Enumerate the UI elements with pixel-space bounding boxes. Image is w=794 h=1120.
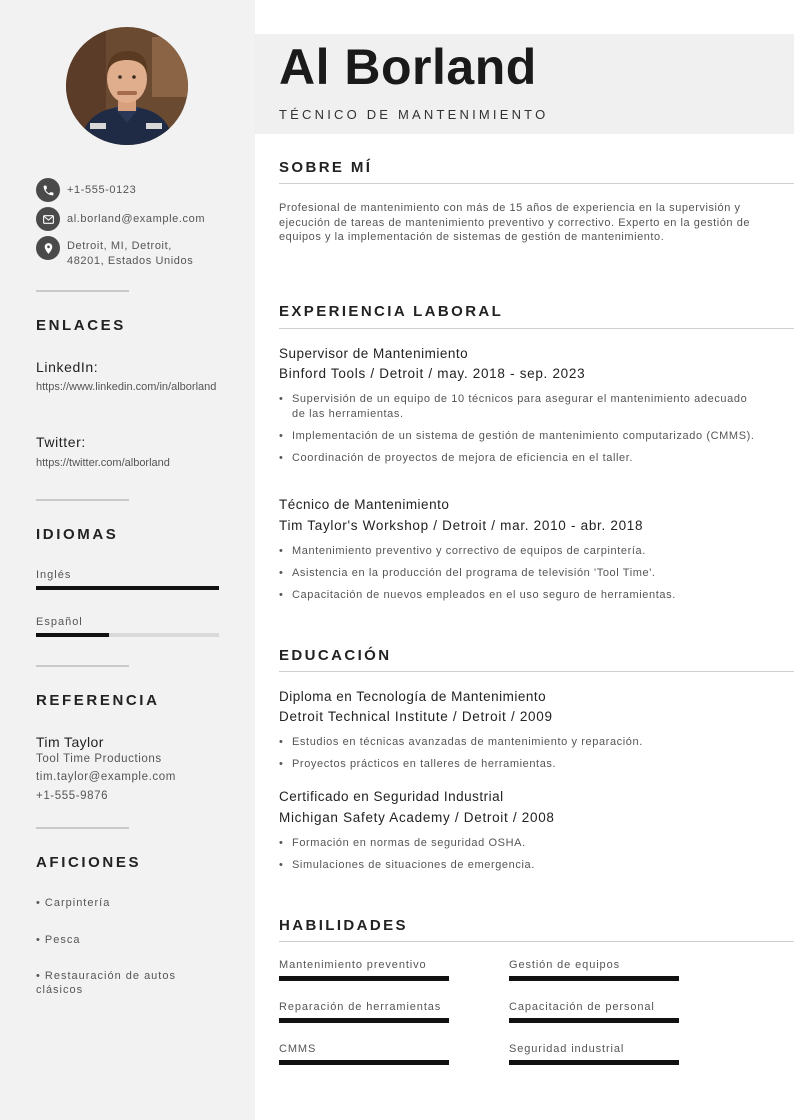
education-heading: EDUCACIÓN	[279, 647, 392, 664]
contact-phone	[36, 178, 236, 202]
contact-email	[36, 207, 236, 231]
education-subtitle: Michigan Safety Academy / Detroit / 2008	[279, 810, 555, 825]
sidebar	[0, 0, 255, 1120]
divider	[36, 499, 129, 501]
skill-level-fill	[509, 976, 679, 981]
address-text	[67, 236, 193, 268]
reference-phone: +1-555-9876	[36, 790, 109, 802]
language-level-fill	[36, 633, 109, 637]
bullet-item: • Capacitación de nuevos empleados en el uso seguro de herramientas.	[279, 588, 759, 603]
education-subtitle: Detroit Technical Institute / Detroit / 2009	[279, 709, 553, 724]
hobbies-heading: AFICIONES	[36, 854, 142, 871]
skill-name: Seguridad industrial	[509, 1043, 625, 1055]
skill-level-bar	[509, 976, 679, 981]
education-bullets	[279, 836, 759, 880]
skill-level-fill	[509, 1060, 679, 1065]
linkedin-label: LinkedIn:	[36, 359, 99, 375]
links-heading: ENLACES	[36, 317, 126, 334]
bullet-item: • Coordinación de proyectos de mejora de eficiencia en el taller.	[279, 451, 759, 466]
education-title: Certificado en Seguridad Industrial	[279, 789, 504, 804]
about-heading: SOBRE MÍ	[279, 159, 373, 176]
reference-heading: REFERENCIA	[36, 692, 160, 709]
skill-name: Gestión de equipos	[509, 959, 620, 971]
twitter-label: Twitter:	[36, 434, 86, 450]
bullet-item: • Proyectos prácticos en talleres de herramientas.	[279, 757, 759, 772]
job-subtitle: Tim Taylor's Workshop / Detroit / mar. 2010 - abr. 2018	[279, 518, 644, 533]
skill-name: CMMS	[279, 1043, 317, 1055]
job-title: TÉCNICO DE MANTENIMIENTO	[279, 107, 549, 122]
education-title: Diploma en Tecnología de Mantenimiento	[279, 689, 547, 704]
skill-name: Mantenimiento preventivo	[279, 959, 427, 971]
hobby-item: • Pesca	[36, 934, 81, 946]
languages-heading: IDIOMAS	[36, 526, 119, 543]
skill-level-bar	[279, 1060, 449, 1065]
skill-level-bar	[279, 1018, 449, 1023]
skills-heading: HABILIDADES	[279, 917, 408, 934]
twitter-link[interactable]: https://twitter.com/alborland	[36, 457, 170, 469]
language-level-bar	[36, 633, 219, 637]
experience-heading: EXPERIENCIA LABORAL	[279, 303, 504, 320]
bullet-item: • Formación en normas de seguridad OSHA.	[279, 836, 759, 851]
divider	[36, 290, 129, 292]
section-rule	[279, 671, 794, 672]
bullet-item: • Mantenimiento preventivo y correctivo de equipos de carpintería.	[279, 544, 759, 559]
section-rule	[279, 328, 794, 329]
job-bullets	[279, 392, 759, 473]
job-title-entry: Técnico de Mantenimiento	[279, 497, 450, 512]
person-name: Al Borland	[279, 39, 537, 95]
contact-address	[36, 236, 236, 268]
linkedin-link[interactable]: https://www.linkedin.com/in/alborland	[36, 381, 217, 393]
job-title-entry: Supervisor de Mantenimiento	[279, 346, 469, 361]
bullet-item: • Asistencia en la producción del programa de televisión 'Tool Time'.	[279, 566, 759, 581]
bullet-item: • Supervisión de un equipo de 10 técnicos para asegurar el mantenimiento adecuado de las herramientas.	[279, 392, 759, 421]
language-name: Inglés	[36, 569, 72, 581]
education-bullets	[279, 735, 759, 779]
reference-company: Tool Time Productions	[36, 753, 162, 765]
email-icon	[36, 207, 60, 231]
job-bullets	[279, 544, 759, 610]
email-text: al.borland@example.com	[67, 213, 206, 225]
skill-level-fill	[279, 1060, 449, 1065]
reference-email: tim.taylor@example.com	[36, 771, 176, 783]
hobby-item: • Carpintería	[36, 897, 111, 909]
job-subtitle: Binford Tools / Detroit / may. 2018 - sep. 2023	[279, 366, 586, 381]
hobby-item: • Restauración de autos clásicos	[36, 970, 176, 996]
skill-level-bar	[509, 1060, 679, 1065]
skill-level-bar	[279, 976, 449, 981]
address-line-2: 48201, Estados Unidos	[67, 254, 194, 267]
language-level-fill	[36, 586, 219, 590]
language-name: Español	[36, 616, 83, 628]
location-pin-icon	[36, 236, 60, 260]
profile-photo	[66, 27, 188, 145]
skill-level-bar	[509, 1018, 679, 1023]
skill-name: Capacitación de personal	[509, 1001, 655, 1013]
bullet-item: • Implementación de un sistema de gestión de mantenimiento computarizado (CMMS).	[279, 429, 759, 444]
section-rule	[279, 183, 794, 184]
language-level-bar	[36, 586, 219, 590]
skill-level-fill	[509, 1018, 679, 1023]
skill-level-fill	[279, 1018, 449, 1023]
skill-name: Reparación de herramientas	[279, 1001, 442, 1013]
skill-level-fill	[279, 976, 449, 981]
phone-text: +1-555-0123	[67, 184, 137, 196]
bullet-item: • Estudios en técnicas avanzadas de mantenimiento y reparación.	[279, 735, 759, 750]
bullet-item: • Simulaciones de situaciones de emergencia.	[279, 858, 759, 873]
address-line-1: Detroit, MI, Detroit,	[67, 240, 172, 252]
divider	[36, 665, 129, 667]
about-text: Profesional de mantenimiento con más de 15 años de experiencia en la supervisión y ejecución de tareas de mantenimiento preventivo y correctivo. Experto en la gestión de equipos y la implementación de sistemas de gestión de mantenimiento.	[279, 202, 751, 243]
section-rule	[279, 941, 794, 942]
reference-name: Tim Taylor	[36, 734, 104, 750]
divider	[36, 827, 129, 829]
phone-icon	[36, 178, 60, 202]
